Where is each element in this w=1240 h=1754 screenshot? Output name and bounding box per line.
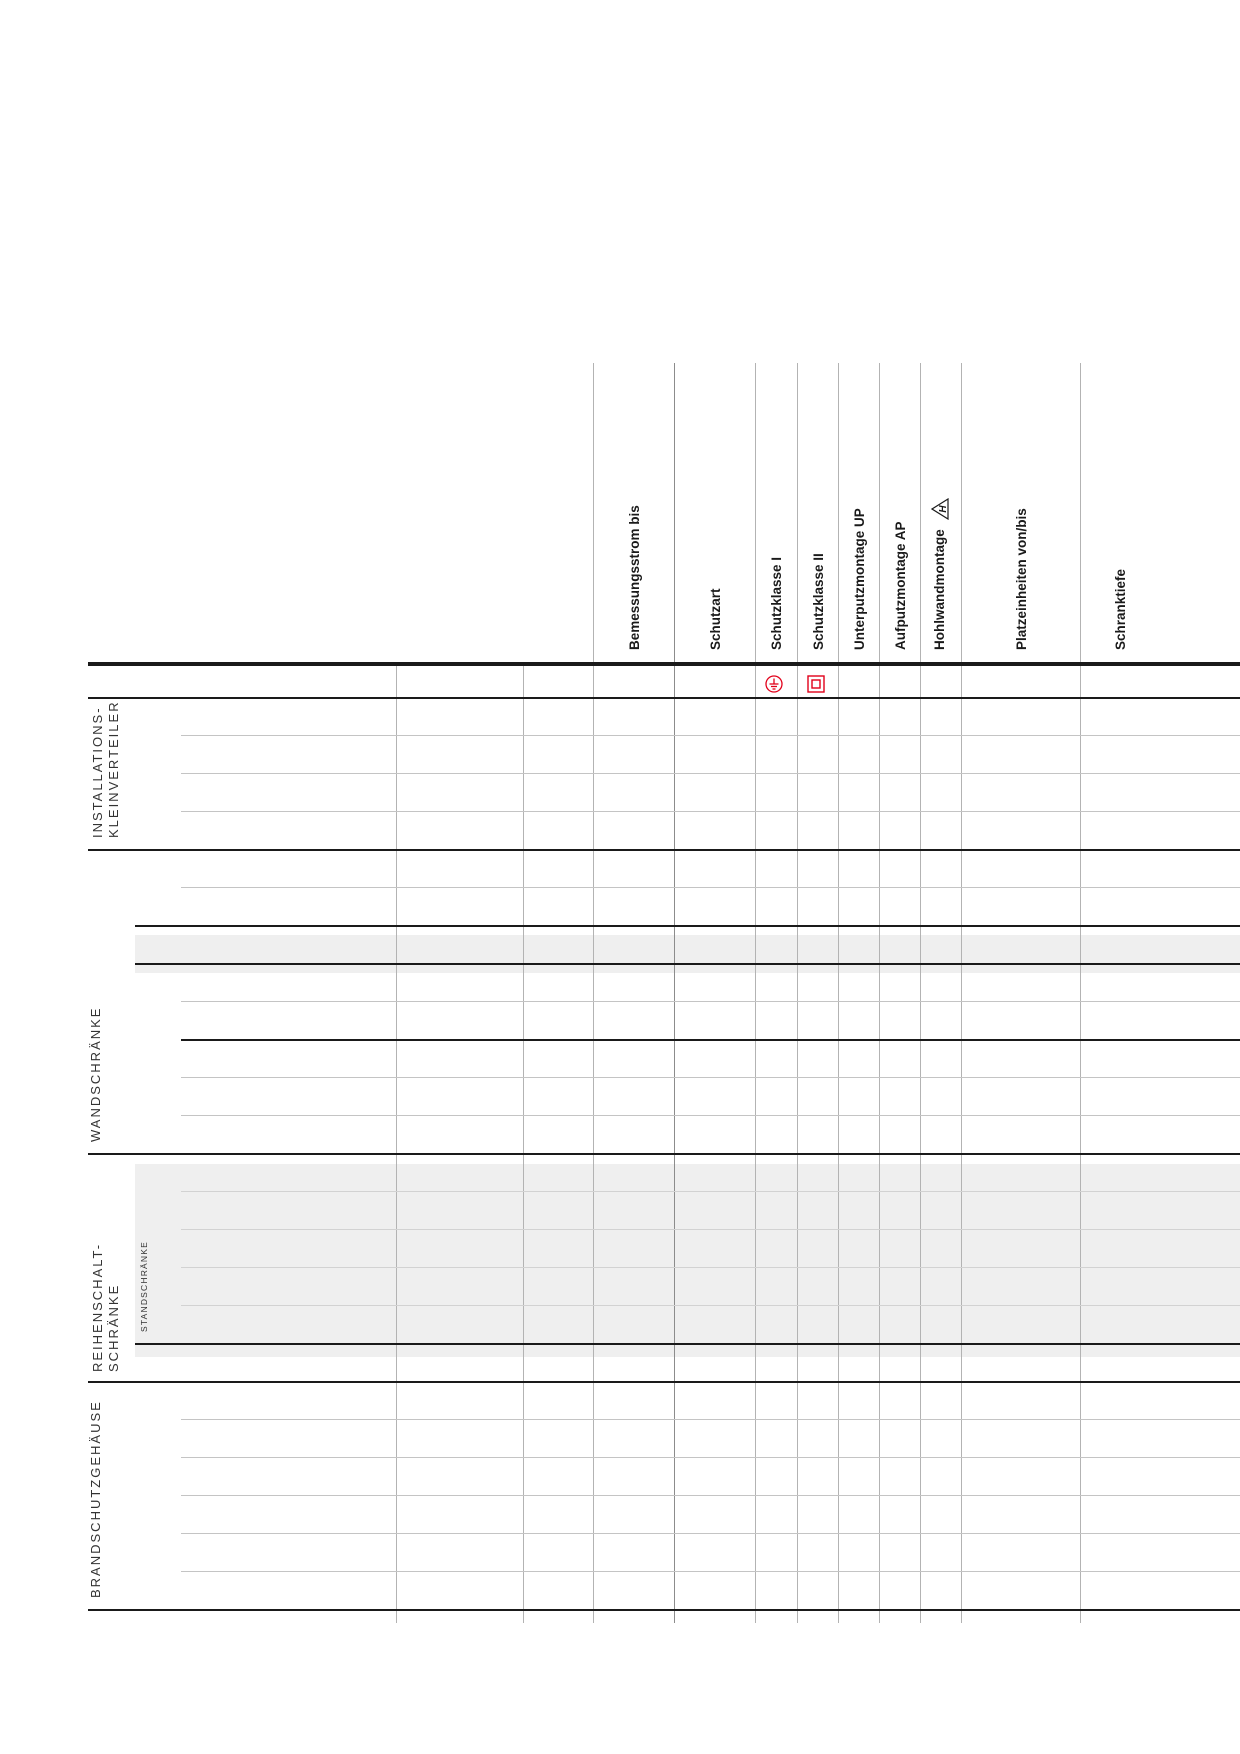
svg-text:H: H	[938, 505, 950, 514]
column-header-bemessungsstrom: Bemessungsstrom bis	[627, 505, 642, 650]
hollow-wall-icon	[931, 498, 949, 520]
column-header-aufputzmontage: Aufputzmontage AP	[893, 521, 908, 650]
hohlwandmontage-label: Hohlwandmontage	[932, 529, 947, 650]
column-header-platzeinheiten: Platzeinheiten von/bis	[1014, 508, 1029, 650]
group-label-line: INSTALLATIONS-	[90, 706, 105, 838]
column-header-schutzklasse-1: Schutzklasse I	[769, 556, 784, 650]
subgroup-label-standschraenke: STANDSCHRÄNKE	[139, 1240, 149, 1332]
column-header-hohlwandmontage	[931, 498, 949, 650]
group-label-wandschraenke: WANDSCHRÄNKE	[88, 1006, 103, 1142]
group-label-line: KLEINVERTEILER	[106, 700, 121, 838]
shaded-row	[135, 935, 1240, 973]
protective-earth-icon	[765, 675, 783, 693]
group-label-installationskleinverteiler	[90, 700, 122, 838]
double-insulation-icon	[807, 675, 825, 693]
group-label-line: REIHENSCHALT-	[90, 1242, 105, 1372]
group-label-reihenschaltschraenke	[90, 1243, 122, 1372]
column-header-unterputzmontage: Unterputzmontage UP	[852, 508, 867, 650]
shaded-standschraenke-block	[135, 1164, 1240, 1357]
group-label-brandschutzgehaeuse: BRANDSCHUTZGEHÄUSE	[88, 1400, 103, 1598]
group-label-line: SCHRÄNKE	[106, 1283, 121, 1372]
column-header-schutzklasse-2: Schutzklasse II	[811, 553, 826, 650]
column-header-schutzart: Schutzart	[708, 588, 723, 650]
column-header-schranktiefe: Schranktiefe	[1113, 568, 1128, 650]
